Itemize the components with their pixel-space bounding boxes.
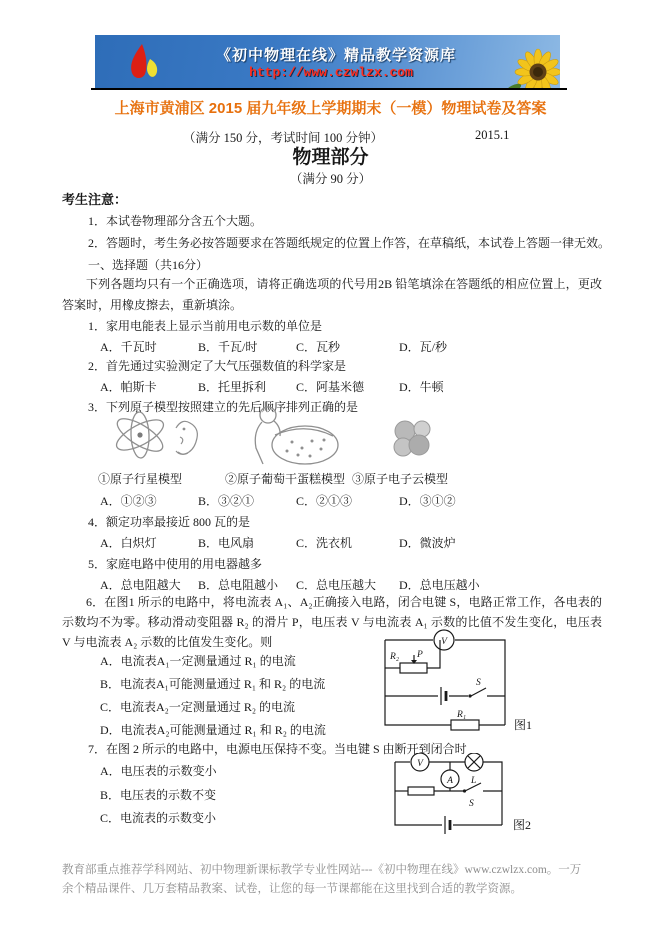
question-5-options <box>100 576 480 593</box>
q6-option-d: D．电流表A₂可能测量通过 R₁ 和 R₂ 的电流 <box>100 723 326 737</box>
fig1-switch-label: S <box>476 678 481 688</box>
q3-option-b: B．③②① <box>198 494 255 508</box>
electron-cloud-model-image <box>372 416 452 464</box>
physics-part-title: 物理部分 <box>292 147 369 168</box>
exam-date: 2015.1 <box>475 128 510 142</box>
resistor-r1-symbol <box>451 720 479 730</box>
q2-option-d: D．牛顿 <box>399 380 444 394</box>
q4-option-c: C．洗衣机 <box>296 536 353 550</box>
q4-option-a: A．白炽灯 <box>100 536 157 550</box>
q4-option-d: D．微波炉 <box>399 536 456 550</box>
figure-1-circuit-diagram <box>383 626 543 736</box>
fig2-voltmeter-label: V <box>417 759 423 769</box>
q1-option-d: D．瓦/秒 <box>399 340 448 354</box>
site-banner <box>95 35 560 88</box>
atom-planetary-model-image <box>110 408 210 466</box>
document-title: 上海市黄浦区 2015 届九年级上学期期末（一模）物理试卷及答案 <box>114 100 547 117</box>
question-1-options <box>100 338 447 355</box>
q4-option-b: B．电风扇 <box>198 536 255 550</box>
q3-option-d: D．③①② <box>399 494 456 508</box>
q3-option-c: C．②①③ <box>296 494 353 508</box>
sunflower-image <box>501 45 560 88</box>
q1-option-c: C．瓦秒 <box>296 340 341 354</box>
q1-option-a: A．千瓦时 <box>100 340 157 354</box>
switch-pivot-dot <box>463 789 466 792</box>
physics-part-score: （满分 90 分） <box>289 172 372 186</box>
question-3-stem: 3．下列原子模型按照建立的先后顺序排列正确的是 <box>88 400 359 414</box>
q6-option-a: A．电流表A₁一定测量通过 R₁ 的电流 <box>100 654 296 668</box>
q7-option-c: C．电流表的示数变小 <box>100 811 217 825</box>
scientist-face-sketch <box>176 421 197 454</box>
section-1-instructions: 下列各题均只有一个正确选项，请将正确选项的代号用2B 铅笔填涂在答题纸的相应位置上，更改答案时，用橡皮擦去，重新填涂。 <box>62 277 602 312</box>
q5-option-c: C．总电压越大 <box>296 578 377 592</box>
site-logo-icon <box>123 43 161 81</box>
fig1-resistor-label: R₁ <box>457 710 467 720</box>
banner-site-url-link[interactable]: http://www.czwlzx.com <box>249 65 413 80</box>
question-4-stem: 4．额定功率最接近 800 瓦的是 <box>88 515 251 529</box>
q2-option-b: B．托里拆利 <box>198 380 267 394</box>
notice-heading: 考生注意： <box>62 192 128 207</box>
fig1-slider-label: P <box>417 650 423 660</box>
q5-option-b: B．总电阻越小 <box>198 578 279 592</box>
model-caption-3: ③原子电子云模型 <box>352 472 449 486</box>
model-caption-1: ①原子行星模型 <box>98 472 183 486</box>
notice-item-1: 1．本试卷物理部分含五个大题。 <box>88 214 263 228</box>
question-2-options <box>100 378 444 395</box>
model-caption-2: ②原子葡萄干蛋糕模型 <box>225 472 346 486</box>
plum-pudding-model-image <box>238 404 350 468</box>
fig2-ammeter-label: A <box>447 776 453 786</box>
fig2-switch-label: S <box>469 799 474 809</box>
header-divider <box>91 88 567 90</box>
q3-option-a: A．①②③ <box>100 494 157 508</box>
question-6-stem: 6．在图1 所示的电路中，将电流表 A₁、A₂正确接入电路，闭合电键 S，电路正常工作，各电表的示数均不为零。移动滑动变阻器 R₂ 的滑片 P，电压表 V 与电流表 A₁ 示数的比值不发生变化，电压表 V 与电流表 A₂ 示数的比值发生变化。则 <box>62 595 602 649</box>
q2-option-a: A．帕斯卡 <box>100 380 157 394</box>
question-5-stem: 5．家庭电路中使用的用电器越多 <box>88 557 263 571</box>
q6-option-c: C．电流表A₂一定测量通过 R₂ 的电流 <box>100 700 296 714</box>
question-7-stem: 7．在图 2 所示的电路中，电源电压保持不变。当电键 S 由断开到闭合时 <box>88 742 467 756</box>
fig1-voltmeter-label: V <box>441 637 447 647</box>
notice-item-2: 2．答题时，考生务必按答题要求在答题纸规定的位置上作答，在草稿纸，本试卷上答题一律无效。 <box>88 236 611 250</box>
fig2-lamp-label: L <box>471 776 477 786</box>
question-4-options <box>100 534 456 551</box>
q6-option-b: B．电流表A₁可能测量通过 R₁ 和 R₂ 的电流 <box>100 677 326 691</box>
q7-option-a: A．电压表的示数变小 <box>100 764 217 778</box>
question-2-stem: 2．首先通过实验测定了大气压强数值的科学家是 <box>88 359 347 373</box>
exam-score-time-info: （满分 150 分，考试时间 100 分钟） <box>183 131 384 145</box>
q7-option-b: B．电压表的示数不变 <box>100 788 217 802</box>
banner-site-title: 《初中物理在线》精品教学资源库 <box>215 48 456 64</box>
figure-2-circuit-diagram <box>393 753 543 843</box>
figure-1-label: 图1 <box>514 718 533 732</box>
rheostat-symbol <box>400 663 427 673</box>
question-1-stem: 1．家用电能表上显示当前用电示数的单位是 <box>88 319 323 333</box>
q5-option-d: D．总电压越小 <box>399 578 480 592</box>
switch-pivot-dot <box>468 694 471 697</box>
resistor-symbol <box>408 787 434 795</box>
circuit-wires <box>395 753 502 834</box>
raisin-dots <box>286 439 326 458</box>
q2-option-c: C．阿基米德 <box>296 380 365 394</box>
q1-option-b: B．千瓦/时 <box>198 340 258 354</box>
question-3-options <box>100 492 456 509</box>
fig1-rheostat-label: R₂ <box>390 652 400 662</box>
section-1-heading: 一、选择题（共16分） <box>88 258 209 272</box>
q5-option-a: A．总电阻越大 <box>100 578 181 592</box>
figure-2-label: 图2 <box>513 818 532 832</box>
footer-promo-text: 教育部重点推荐学科网站、初中物理新课标教学专业性网站---《初中物理在线》www.czwlzx.com。一万余个精品课件、几万套精品教案、试卷，让您的每一节课都能在这里找到合适的教学资源。 <box>62 864 582 895</box>
switch-symbol <box>471 688 486 696</box>
